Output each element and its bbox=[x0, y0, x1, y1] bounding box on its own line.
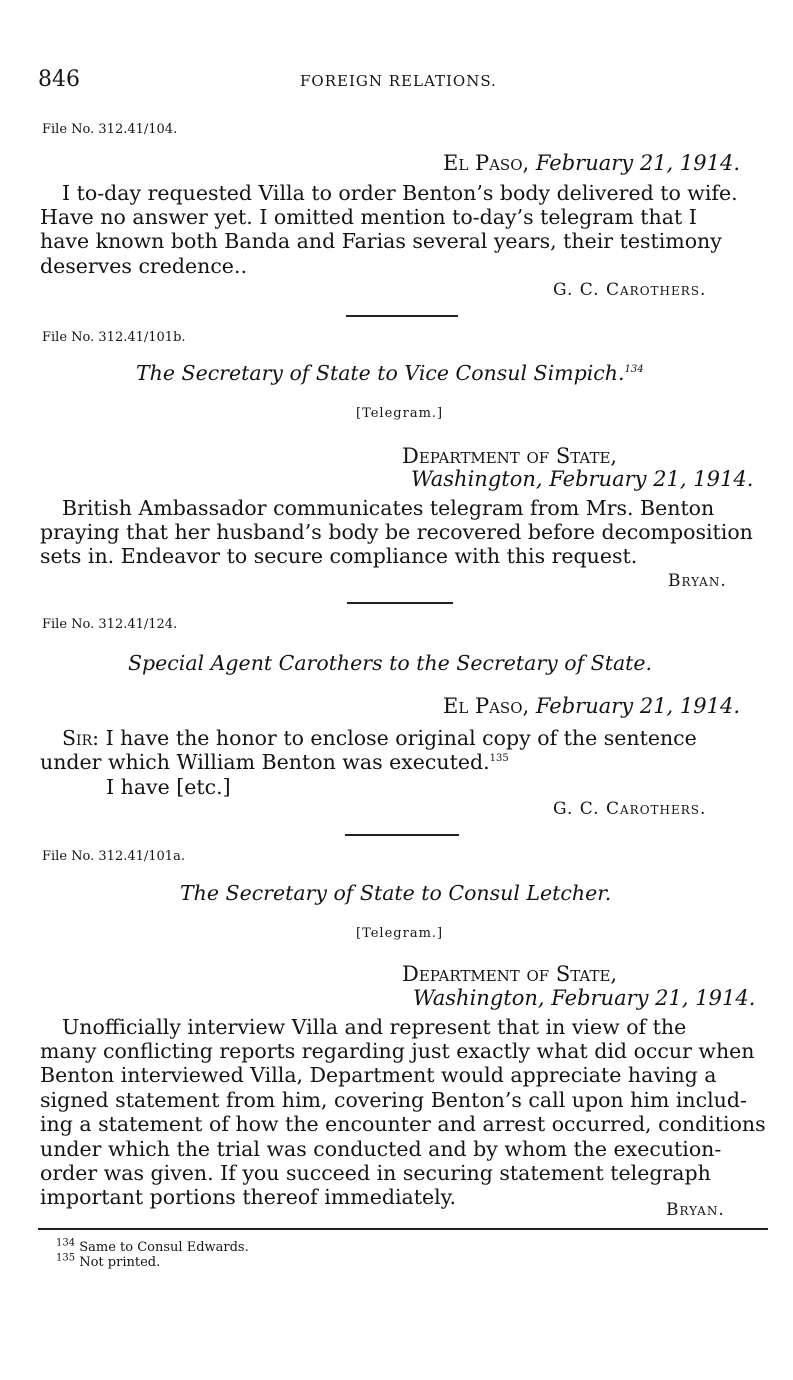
letter-body bbox=[40, 726, 770, 750]
section-divider bbox=[346, 315, 458, 317]
dateline bbox=[413, 986, 755, 1010]
place-name: El Paso, bbox=[443, 694, 530, 718]
heading-text: The Secretary of State to Vice Consul Simpich. bbox=[136, 361, 625, 385]
body-line: I to-day requested Villa to order Benton’s body delivered to wife. bbox=[62, 181, 738, 205]
running-title: FOREIGN RELATIONS. bbox=[300, 72, 497, 90]
telegram-body bbox=[40, 1039, 770, 1210]
letter-body bbox=[40, 750, 770, 774]
closing: I have [etc.] bbox=[106, 775, 231, 799]
department-name: Department of State, bbox=[402, 444, 618, 468]
salutation: Sir: bbox=[62, 726, 100, 750]
body-line: Benton interviewed Villa, Department would appreciate having a bbox=[40, 1063, 717, 1088]
date: February 21, 1914. bbox=[535, 694, 741, 718]
place-name: El Paso, bbox=[443, 151, 530, 175]
body-line: praying that her husband’s body be recovered before decomposition bbox=[40, 520, 753, 544]
body-line: Have no answer yet. I omitted mention to-day’s telegram that I bbox=[40, 205, 697, 229]
telegram-body bbox=[40, 520, 770, 569]
body-line: Unofficially interview Villa and represent that in view of the bbox=[62, 1015, 687, 1039]
file-number: File No. 312.41/124. bbox=[42, 617, 178, 632]
footnote-mark: 135 bbox=[56, 1252, 76, 1264]
body-line: many conflicting reports regarding just exactly what did occur when bbox=[40, 1039, 755, 1063]
body-text: I have the honor to enclose original copy of the sentence bbox=[105, 726, 697, 750]
footnote bbox=[56, 1252, 161, 1270]
body-line: sets in. Endeavor to secure compliance with this request. bbox=[40, 544, 638, 569]
body-line bbox=[40, 726, 770, 750]
footnote-text: Not printed. bbox=[79, 1255, 161, 1270]
signature: G. C. Carothers. bbox=[553, 799, 707, 819]
footnote-ref: 135 bbox=[489, 753, 509, 765]
body-line bbox=[40, 750, 770, 774]
department-name: Department of State, bbox=[402, 962, 618, 986]
date: Washington, February 21, 1914. bbox=[413, 986, 756, 1010]
section-divider bbox=[345, 834, 459, 836]
body-line: deserves credence.. bbox=[40, 253, 247, 278]
footnote-mark: 134 bbox=[56, 1237, 76, 1249]
telegram-note: [Telegram.] bbox=[356, 926, 444, 941]
body-line: ing a statement of how the encounter and arrest occurred, conditions bbox=[40, 1112, 766, 1137]
dateline bbox=[443, 151, 740, 175]
telegram-body bbox=[40, 496, 770, 520]
body-line: important portions thereof immediately. bbox=[40, 1185, 457, 1210]
page-number: 846 bbox=[38, 67, 80, 92]
telegram-body bbox=[40, 181, 770, 205]
body-text: under which William Benton was executed. bbox=[40, 750, 490, 774]
date: February 21, 1914. bbox=[535, 151, 741, 175]
dateline-department bbox=[402, 962, 617, 986]
footnote-rule bbox=[38, 1228, 768, 1230]
dateline bbox=[443, 694, 740, 718]
footnote-text: Same to Consul Edwards. bbox=[79, 1240, 249, 1255]
document-heading bbox=[136, 361, 644, 385]
body-line: British Ambassador communicates telegram from Mrs. Benton bbox=[62, 496, 715, 520]
signature: Bryan. bbox=[668, 571, 727, 591]
telegram-body bbox=[40, 1015, 770, 1039]
signature: G. C. Carothers. bbox=[553, 280, 707, 300]
document-heading: Special Agent Carothers to the Secretary of State. bbox=[128, 651, 653, 675]
file-number: File No. 312.41/101b. bbox=[42, 330, 186, 345]
body-line: under which the trial was conducted and by whom the execution- bbox=[40, 1136, 722, 1161]
body-line: order was given. If you succeed in securing statement telegraph bbox=[40, 1161, 711, 1186]
file-number: File No. 312.41/101a. bbox=[42, 849, 185, 864]
signature: Bryan. bbox=[666, 1200, 725, 1220]
telegram-body bbox=[40, 205, 770, 278]
body-line: signed statement from him, covering Benton’s call upon him includ- bbox=[40, 1087, 747, 1112]
dateline bbox=[411, 467, 753, 491]
footnote bbox=[56, 1237, 249, 1255]
body-line: have known both Banda and Farias several years, their testimony bbox=[40, 229, 722, 254]
file-number: File No. 312.41/104. bbox=[42, 122, 178, 137]
document-heading: The Secretary of State to Consul Letcher. bbox=[180, 881, 612, 905]
section-divider bbox=[347, 602, 453, 604]
footnote-ref: 134 bbox=[624, 364, 644, 376]
dateline-department bbox=[402, 444, 617, 468]
date: Washington, February 21, 1914. bbox=[411, 467, 754, 491]
telegram-note: [Telegram.] bbox=[356, 406, 444, 421]
